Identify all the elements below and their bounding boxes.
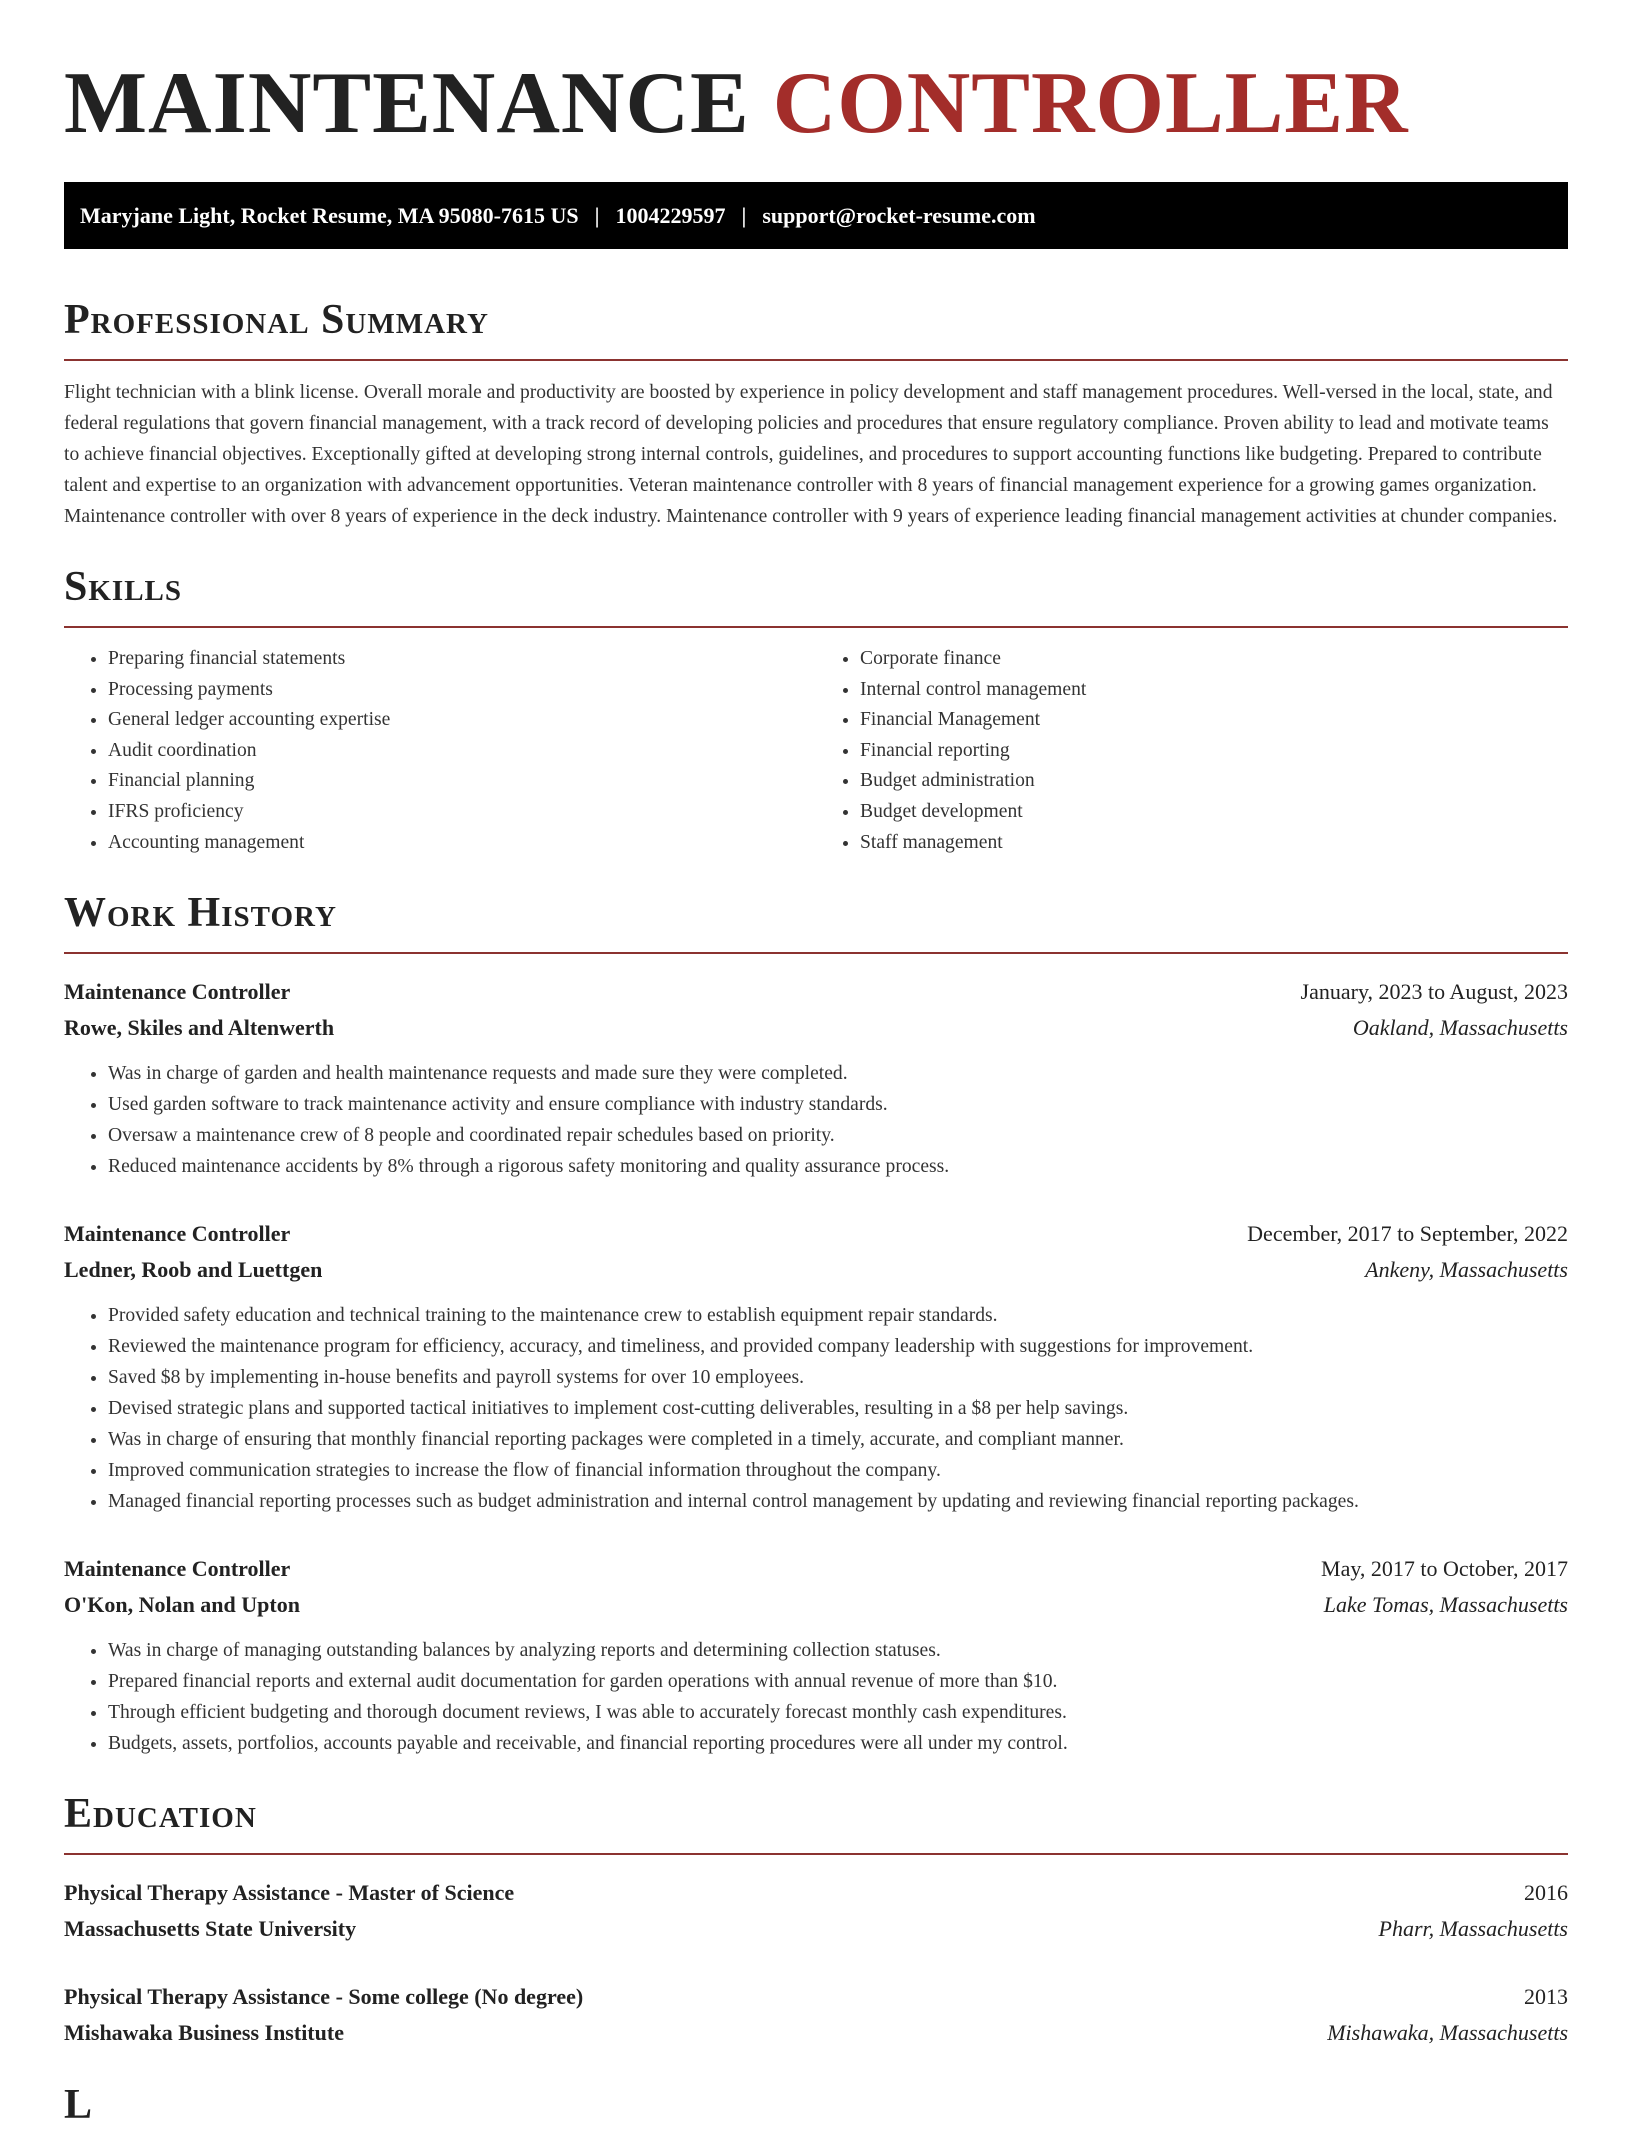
skill-item: • Preparing financial statements bbox=[108, 644, 816, 675]
job-bullet: • Used garden software to track maintenance activity and ensure compliance with industry standards. bbox=[108, 1089, 1568, 1120]
job-company-row bbox=[64, 1587, 1568, 1623]
education-degree: Physical Therapy Assistance - Master of Science bbox=[64, 1880, 515, 1906]
job-entry bbox=[64, 1551, 1568, 1759]
contact-phone: 1004229597 bbox=[615, 202, 726, 228]
job-bullet: • Prepared financial reports and external audit documentation for garden operations with annual revenue of more than $10. bbox=[108, 1666, 1568, 1697]
job-bullet: • Reduced maintenance accidents by 8% through a rigorous safety monitoring and quality assurance process. bbox=[108, 1151, 1568, 1182]
section-title: Work History bbox=[64, 890, 337, 937]
job-bullet: • Improved communication strategies to increase the flow of financial information throughout the company. bbox=[108, 1455, 1568, 1486]
section-divider bbox=[64, 1853, 1568, 1855]
education-entry bbox=[64, 1875, 1568, 1947]
resume-title bbox=[64, 54, 1568, 154]
education-school: Massachusetts State University bbox=[64, 1916, 357, 1942]
skill-item: • Processing payments bbox=[108, 675, 816, 706]
education-header-row bbox=[64, 1979, 1568, 2015]
job-bullet: • Devised strategic plans and supported tactical initiatives to implement cost-cutting deliverables, resulting in a $8 per help savings. bbox=[108, 1393, 1568, 1424]
skill-item: • Financial planning bbox=[108, 766, 816, 797]
job-role: Maintenance Controller bbox=[64, 1221, 291, 1247]
contact-email: support@rocket-resume.com bbox=[762, 202, 1036, 228]
education-header-row bbox=[64, 1875, 1568, 1911]
education-degree: Physical Therapy Assistance - Some college (No degree) bbox=[64, 1984, 584, 2010]
job-header-row bbox=[64, 1551, 1568, 1587]
skill-item: • Corporate finance bbox=[860, 644, 1568, 675]
job-location: Oakland, Massachusetts bbox=[1352, 1015, 1568, 1041]
title-word-2: CONTROLLER bbox=[772, 55, 1409, 152]
job-bullets bbox=[64, 1300, 1568, 1517]
job-bullet: • Oversaw a maintenance crew of 8 people and coordinated repair schedules based on priority. bbox=[108, 1120, 1568, 1151]
education-school: Mishawaka Business Institute bbox=[64, 2020, 344, 2046]
section-title: Skills bbox=[64, 564, 183, 610]
education-year: 2016 bbox=[1524, 1880, 1568, 1906]
section-title: Education bbox=[64, 1791, 257, 1838]
summary-section bbox=[64, 295, 1568, 532]
contact-address: Maryjane Light, Rocket Resume, MA 95080-7615 US bbox=[80, 202, 579, 228]
section-divider bbox=[64, 359, 1568, 361]
job-role: Maintenance Controller bbox=[64, 979, 291, 1005]
job-bullet: • Was in charge of managing outstanding balances by analyzing reports and determining collection statuses. bbox=[108, 1635, 1568, 1666]
next-section-title-peek: L bbox=[64, 2082, 93, 2128]
job-bullet: • Was in charge of garden and health maintenance requests and made sure they were completed. bbox=[108, 1058, 1568, 1089]
job-bullet: • Was in charge of ensuring that monthly financial reporting packages were completed in a timely, accurate, and compliant manner. bbox=[108, 1424, 1568, 1455]
education-school-row bbox=[64, 1911, 1568, 1947]
contact-separator: | bbox=[594, 202, 600, 228]
job-entry bbox=[64, 974, 1568, 1182]
summary-text: Flight technician with a blink license. Overall morale and productivity are boosted by experience in policy development and staff management procedures. Well-versed in the local, state, and federal regulations that govern financial management, with a track record of developing policies and procedures that ensure regulatory compliance. Proven ability to lead and motivate teams to achieve financial objectives. Exceptionally gifted at developing strong internal controls, guidelines, and procedures to support accounting functions like budgeting. Prepared to contribute talent and expertise to an organization with advancement opportunities. Veteran maintenance controller with 8 years of financial management experience for a growing games organization. Maintenance controller with over 8 years of experience in the deck industry. Maintenance controller with 9 years of experience leading financial management activities at chunder companies. bbox=[64, 382, 1558, 527]
education-school-row bbox=[64, 2015, 1568, 2051]
section-divider bbox=[64, 626, 1568, 628]
job-header-row bbox=[64, 1216, 1568, 1252]
skills-list-left bbox=[64, 644, 816, 858]
job-bullet: • Saved $8 by implementing in-house benefits and payroll systems for over 10 employees. bbox=[108, 1362, 1568, 1393]
job-bullet: • Budgets, assets, portfolios, accounts payable and receivable, and financial reporting procedures were all under my control. bbox=[108, 1728, 1568, 1759]
education-location: Pharr, Massachusetts bbox=[1378, 1916, 1568, 1942]
education-year: 2013 bbox=[1524, 1984, 1568, 2010]
job-dates: December, 2017 to September, 2022 bbox=[1247, 1221, 1568, 1247]
contact-bar bbox=[64, 182, 1568, 249]
skills-list-right bbox=[816, 644, 1568, 858]
section-title: Professional Summary bbox=[64, 297, 489, 343]
skills-section bbox=[64, 562, 1568, 858]
skills-columns bbox=[64, 644, 1568, 858]
job-header-row bbox=[64, 974, 1568, 1010]
job-bullets bbox=[64, 1058, 1568, 1182]
job-company-row bbox=[64, 1010, 1568, 1046]
contact-separator: | bbox=[741, 202, 747, 228]
education-section bbox=[64, 1789, 1568, 2051]
skill-item: • Audit coordination bbox=[108, 736, 816, 767]
skill-item: • Budget administration bbox=[860, 766, 1568, 797]
skill-item: • Staff management bbox=[860, 828, 1568, 859]
job-company: Rowe, Skiles and Altenwerth bbox=[64, 1015, 335, 1041]
skill-item: • Financial Management bbox=[860, 705, 1568, 736]
job-bullets bbox=[64, 1635, 1568, 1759]
job-company-row bbox=[64, 1252, 1568, 1288]
job-company: Ledner, Roob and Luettgen bbox=[64, 1257, 323, 1283]
job-location: Ankeny, Massachusetts bbox=[1365, 1257, 1568, 1283]
job-entry bbox=[64, 1216, 1568, 1517]
job-bullet: • Managed financial reporting processes such as budget administration and internal control management by updating and reviewing financial reporting packages. bbox=[108, 1486, 1568, 1517]
job-bullet: • Through efficient budgeting and thorough document reviews, I was able to accurately forecast monthly cash expenditures. bbox=[108, 1697, 1568, 1728]
skill-item: • General ledger accounting expertise bbox=[108, 705, 816, 736]
job-company: O'Kon, Nolan and Upton bbox=[64, 1592, 300, 1618]
skill-item: • Internal control management bbox=[860, 675, 1568, 706]
title-word-1: MAINTENANCE bbox=[64, 55, 750, 152]
job-dates: January, 2023 to August, 2023 bbox=[1300, 979, 1568, 1005]
job-location: Lake Tomas, Massachusetts bbox=[1323, 1592, 1568, 1618]
job-dates: May, 2017 to October, 2017 bbox=[1321, 1556, 1568, 1582]
skill-item: • Financial reporting bbox=[860, 736, 1568, 767]
section-divider bbox=[64, 952, 1568, 954]
job-role: Maintenance Controller bbox=[64, 1556, 291, 1582]
education-location: Mishawaka, Massachusetts bbox=[1327, 2020, 1568, 2046]
skill-item: • IFRS proficiency bbox=[108, 797, 816, 828]
job-bullet: • Reviewed the maintenance program for efficiency, accuracy, and timeliness, and provided company leadership with suggestions for improvement. bbox=[108, 1331, 1568, 1362]
skill-item: • Budget development bbox=[860, 797, 1568, 828]
job-bullet: • Provided safety education and technical training to the maintenance crew to establish equipment repair standards. bbox=[108, 1300, 1568, 1331]
work-history-section bbox=[64, 888, 1568, 1759]
skill-item: • Accounting management bbox=[108, 828, 816, 859]
education-entry bbox=[64, 1979, 1568, 2051]
